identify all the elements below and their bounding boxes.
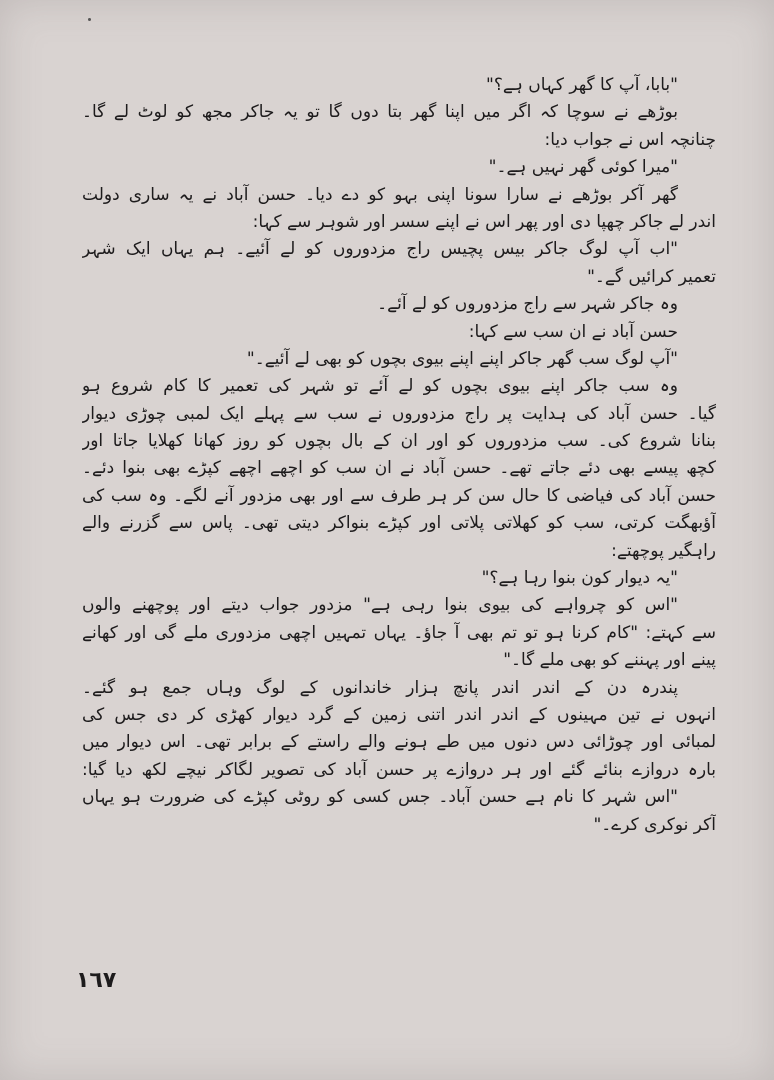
- text-line: "میرا کوئی گھر نہیں ہے۔": [488, 157, 678, 178]
- text-line: لمبائی اور چوڑائی دس دنوں میں طے ہونے والے راستے کے برابر تھی۔ اس دیوار میں: [82, 732, 716, 753]
- story-text: [82, 72, 716, 839]
- text-line: وہ جاکر شہر سے راج مزدوروں کو لے آئے۔: [377, 294, 678, 315]
- ink-speck: [88, 18, 91, 21]
- text-line: وہ سب جاکر اپنے بیوی بچوں کو لے آئے تو شہر کی تعمیر کا کام شروع ہو: [82, 376, 678, 397]
- text-line: "اب آپ لوگ جاکر بیس پچیس راج مزدوروں کو لے آئیے۔ ہم یہاں ایک شہر: [82, 239, 678, 260]
- text-line: حسن آباد نے ان سب سے کہا:: [468, 321, 678, 342]
- text-line: "اس شہر کا نام ہے حسن آباد۔ جس کسی کو روٹی کپڑے کی ضرورت ہو یہاں: [82, 787, 678, 808]
- text-line: "آپ لوگ سب گھر جاکر اپنے اپنے بیوی بچوں کو بھی لے آئیے۔": [246, 348, 678, 369]
- text-line: پینے اور پہننے کو بھی ملے گا۔": [503, 650, 716, 671]
- text-line: پندرہ دن کے اندر اندر پانچ ہزار خاندانوں کے لوگ وہاں جمع ہو گئے۔: [82, 677, 678, 698]
- text-line: "اس کو چرواہے کی بیوی بنوا رہی ہے" مزدور جواب دیتے اور پوچھنے والوں: [82, 595, 678, 616]
- text-line: چنانچہ اس نے جواب دیا:: [544, 129, 716, 150]
- text-line: بارہ دروازے بنائے گئے اور ہر دروازے پر حسن آباد کی تصویر لگاکر نیچے لکھ دیا گیا:: [82, 759, 716, 780]
- page-number: ١٦٧: [76, 968, 117, 993]
- text-line: بنانا شروع کی۔ سب مزدوروں کو اور ان کے بال بچوں کو روز کھانا کھلایا جاتا اور: [82, 431, 716, 452]
- text-line: "بابا، آپ کا گھر کہاں ہے؟": [486, 75, 678, 95]
- text-line: تعمیر کرائیں گے۔": [587, 266, 716, 287]
- text-line: کچھ پیسے بھی دئے جاتے تھے۔ حسن آباد نے ان سب کو اچھے اچھے کپڑے بھی بنوا دئے۔: [82, 458, 716, 479]
- text-line: آؤبھگت کرتی، سب کو کھلاتی پلاتی اور کپڑے بنواکر دیتی تھی۔ پاس سے گزرنے والے: [82, 513, 716, 534]
- text-line: آکر نوکری کرے۔": [593, 814, 716, 835]
- text-line: "یہ دیوار کون بنوا رہا ہے؟": [481, 568, 678, 589]
- text-line: حسن آباد کی فیاضی کا حال سن کر ہر طرف سے اور بھی مزدور آنے لگے۔ وہ سب کی: [82, 485, 716, 506]
- text-line: سے کہتے: "کام کرنا ہو تو تم بھی آ جاؤ۔ یہاں تمہیں اچھی مزدوری ملے گی اور کھانے: [82, 622, 716, 643]
- text-line: راہگیر پوچھتے:: [611, 540, 716, 561]
- text-line: بوڑھے نے سوچا کہ اگر میں اپنا گھر بتا دوں گا تو یہ جاکر مجھ کو لوٹ لے گا۔: [82, 102, 678, 123]
- text-line: انہوں نے تین مہینوں کے اندر اندر اتنی زمین کے گرد دیوار کھڑی کر دی جس کی: [82, 704, 716, 725]
- text-line: اندر لے جاکر چھپا دی اور پھر اس نے اپنے سسر اور شوہر سے کہا:: [252, 211, 716, 232]
- text-line: گیا۔ حسن آباد کی ہدایت پر راج مزدوروں نے سب سے پہلے ایک لمبی چوڑی دیوار: [82, 403, 716, 424]
- text-line: گھر آکر بوڑھے نے سارا سونا اپنی بہو کو دے دیا۔ حسن آباد نے یہ ساری دولت: [82, 184, 678, 205]
